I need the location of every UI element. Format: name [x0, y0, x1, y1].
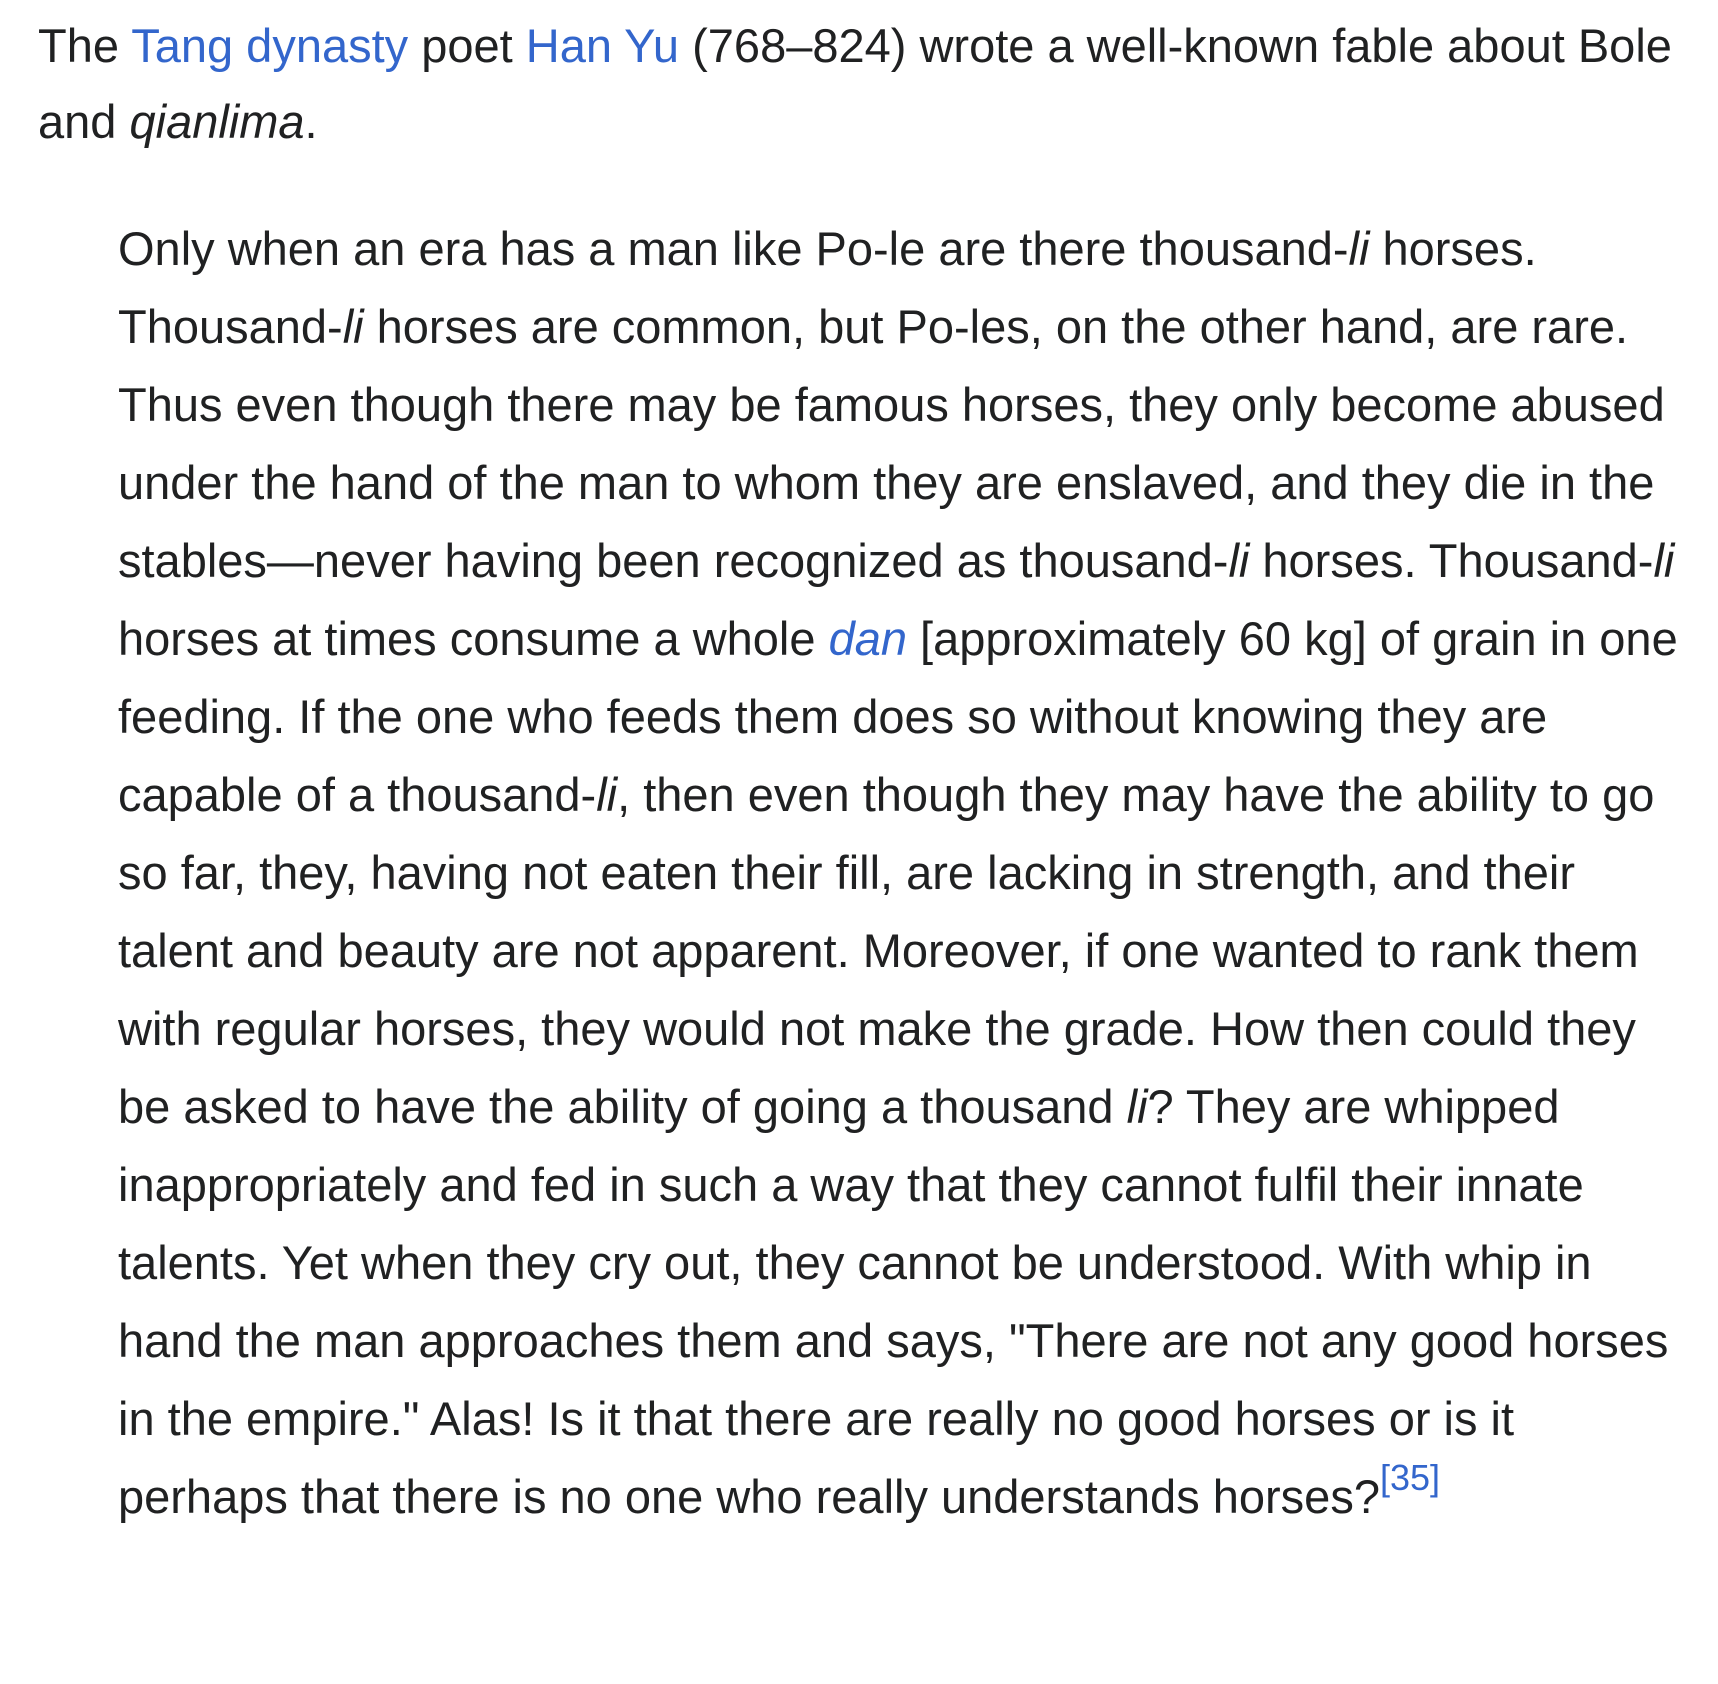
link-tang-dynasty[interactable]: Tang dynasty [131, 19, 409, 72]
quote-text: horses are common, but Po-les, on the other hand, are rare. Thus even though there may be famous horses, they only become abused under the hand of the man to whom they are enslaved, and they die in the stables—never having been recognized as thousand- [118, 300, 1665, 587]
quote-text: horses. Thousand- [118, 222, 1537, 353]
intro-text: . [304, 95, 318, 148]
link-dan[interactable] [829, 612, 907, 665]
intro-text: (768–824) wrote a well-known fable about Bole and [38, 19, 1672, 148]
term-li: li [1348, 222, 1370, 275]
intro-text: The [38, 19, 132, 72]
term-li: li [342, 300, 364, 353]
link-han-yu[interactable]: Han Yu [525, 19, 680, 72]
reference-sup [1380, 1457, 1440, 1498]
quote-text: , then even though they may have the ability to go so far, they, having not eaten their fill, are lacking in strength, and their talent and beauty are not apparent. Moreover, if one wanted to rank them with regular horses, they would not make the grade. How then could they be asked to have the ability of going a thousand [118, 768, 1655, 1133]
term-qianlima: qianlima [129, 95, 305, 148]
quote-text: horses. Thousand- [1249, 534, 1654, 587]
quote-text: ? They are whipped inappropriately and fed in such a way that they cannot fulfil their innate talents. Yet when they cry out, they cannot be understood. With whip in hand the man approaches them and says, "There are not any good horses in the empire." Alas! Is it that there are really no good horses or is it perhaps that there is no one who really understands horses? [118, 1080, 1669, 1523]
term-li: li [1228, 534, 1250, 587]
intro-text: poet [408, 19, 526, 72]
quote-text: Only when an era has a man like Po-le are there thousand- [118, 222, 1349, 275]
reference-link-35[interactable]: [35] [1379, 1457, 1441, 1499]
quote-text: horses at times consume a whole [118, 612, 829, 665]
link-dan-label: dan [828, 612, 907, 665]
term-li: li [1653, 534, 1675, 587]
fable-quote [118, 210, 1678, 1536]
intro-paragraph [38, 8, 1688, 160]
quote-text: [approximately 60 kg] of grain in one feeding. If the one who feeds them does so without knowing they are capable of a thousand- [118, 612, 1678, 821]
term-li: li [1126, 1080, 1148, 1133]
term-li: li [596, 768, 618, 821]
